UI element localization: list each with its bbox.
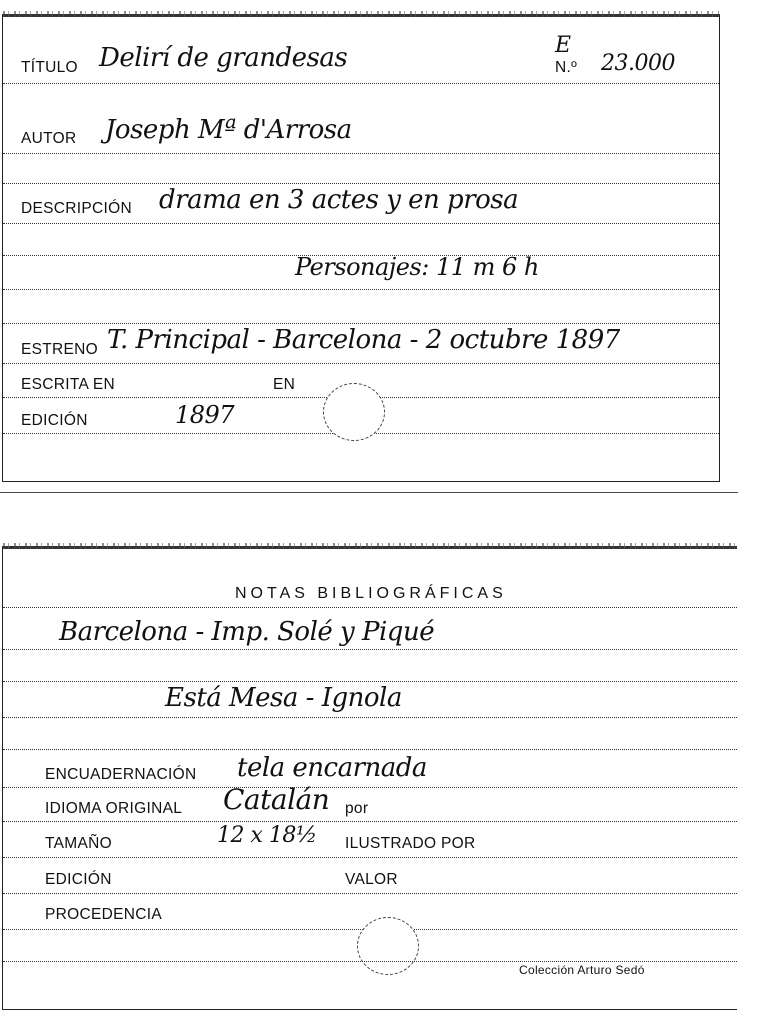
notes-line-1: Barcelona - Imp. Solé y Piqué [59, 617, 435, 647]
ruled-line [3, 183, 719, 184]
estreno-label: ESTRENO [21, 341, 99, 358]
valor-label: VALOR [345, 871, 398, 888]
punch-hole-icon [357, 917, 419, 975]
ruled-line [3, 961, 737, 962]
tamano-label: TAMAÑO [45, 835, 112, 852]
edicion-label: EDICIÓN [21, 412, 88, 429]
ruled-line [3, 223, 719, 224]
ilustrado-label: ILUSTRADO POR [345, 835, 476, 852]
idioma-value: Catalán [223, 783, 330, 816]
titulo-value: Delirí de grandesas [99, 43, 348, 73]
en-label: EN [273, 376, 296, 393]
autor-label: AUTOR [21, 130, 77, 147]
procedencia-label: PROCEDENCIA [45, 906, 162, 923]
numero-prefix: E [555, 33, 571, 58]
numero-label: N.º [555, 59, 578, 76]
ruled-line [3, 821, 737, 822]
ruled-line [3, 323, 719, 324]
ruled-line [3, 717, 737, 718]
por-label: por [345, 800, 369, 817]
tamano-value: 12 x 18½ [217, 823, 317, 848]
collection-credit: Colección Arturo Sedó [519, 963, 645, 977]
card-separator [0, 492, 738, 493]
edicion-value: 1897 [175, 401, 235, 429]
autor-value: Joseph Mª d'Arrosa [105, 115, 352, 145]
personajes-value: Personajes: 11 m 6 h [295, 253, 539, 281]
ruled-line [3, 363, 719, 364]
catalog-card-notes [2, 546, 737, 1010]
ruled-line [3, 607, 737, 608]
punch-hole-icon [323, 383, 385, 441]
ruled-line [3, 749, 737, 750]
ruled-line [3, 681, 737, 682]
ruled-line [3, 83, 719, 84]
edicion-label-2: EDICIÓN [45, 871, 112, 888]
encuadernacion-value: tela encarnada [237, 753, 427, 783]
ruled-line [3, 893, 737, 894]
estreno-value: T. Principal - Barcelona - 2 octubre 1897 [107, 325, 620, 355]
descripcion-value: drama en 3 actes y en prosa [159, 185, 519, 215]
card-edge-texture [3, 543, 737, 549]
ruled-line [3, 649, 737, 650]
ruled-line [3, 153, 719, 154]
idioma-label: IDIOMA ORIGINAL [45, 800, 183, 817]
escrita-en-label: ESCRITA EN [21, 376, 116, 393]
card-edge-texture [3, 11, 719, 17]
catalog-card-main [2, 14, 720, 482]
ruled-line [3, 857, 737, 858]
notas-heading: NOTAS BIBLIOGRÁFICAS [235, 585, 507, 602]
numero-value: 23.000 [601, 51, 675, 76]
ruled-line [3, 787, 737, 788]
encuadernacion-label: ENCUADERNACIÓN [45, 766, 197, 783]
ruled-line [3, 255, 719, 256]
notes-line-2: Está Mesa - Ignola [165, 683, 402, 713]
titulo-label: TÍTULO [21, 59, 78, 76]
ruled-line [3, 289, 719, 290]
descripcion-label: DESCRIPCIÓN [21, 200, 132, 217]
